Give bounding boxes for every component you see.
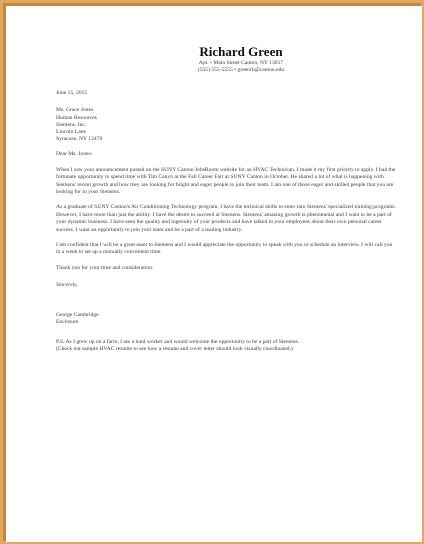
body-paragraph: Thank you for your time and consideration. — [56, 264, 154, 271]
recipient-line: Lincoln Lane — [56, 129, 86, 136]
recipient-line: Syracuse, NY 13470 — [56, 136, 103, 143]
postscript-line: P.S. As I grew up on a farm, I am a hard worker and would welcome the opportunity to be a part of Siemens. — [56, 338, 300, 345]
letter-date: June 15, 2015 — [56, 90, 88, 96]
postscript-line: (Check out sample HVAC resume to see how a resume and cover letter should look visually coordinated.) — [56, 345, 293, 352]
body-paragraph: I am confident that I will be a great asset to Siemens and I would appreciate the opportunity to speak with you or schedule an interview. I will call you in a week to set up a mutually convenient time. — [56, 242, 393, 256]
salutation: Dear Ms. Jones: — [56, 151, 93, 158]
body-paragraph: When I saw your announcement posted on the SUNY Canton JobsRoom website for an HVAC Technician, I made it my first priority to apply. I had the fortunate opportunity to spend time with Tim Canyn at the Fall Career Fair at SUNY Canton in October. He shared a lot of what is happening with Siemens' recent growth and how they are looking for bright and eager people to join their team. I am one of those eager and skilled people that you are looking for in your Siemens. — [56, 166, 396, 196]
cover-letter — [56, 14, 396, 353]
sender-contact: (555) 555-5555 • greenrh@canton.edu — [197, 67, 285, 73]
enclosure-note: Enclosure — [56, 319, 79, 326]
letterhead — [86, 44, 396, 74]
sender-address: Apt. • Main Street Canton, NY 13617 — [198, 60, 284, 66]
recipient-block — [56, 107, 396, 143]
recipient-line: Human Resources — [56, 114, 97, 121]
closing: Sincerely, — [56, 282, 78, 289]
letter-paper — [6, 6, 422, 542]
recipient-line: Siemens, Inc. — [56, 121, 87, 128]
body-paragraph: As a graduate of SUNY Canton's Air Conditioning Technology program, I have the technical skills to enter into Siemens' specialized training programs. However, I have more than just the ability. I have the desire to succeed at Siemens. Siemens' amazing growth is phenomenal and I want to be a part of your dynamic business. I have seen the quality and ingenuity of your products and have talked to your employees about their own personal career success. I want an opportunity to join your team and be a part of a leading industry. — [56, 204, 396, 233]
sender-name: Richard Green — [199, 44, 283, 59]
signer-name: George Cambridge — [56, 311, 99, 318]
recipient-line: Ms. Grace Jones — [56, 107, 94, 114]
postscript — [56, 339, 396, 353]
